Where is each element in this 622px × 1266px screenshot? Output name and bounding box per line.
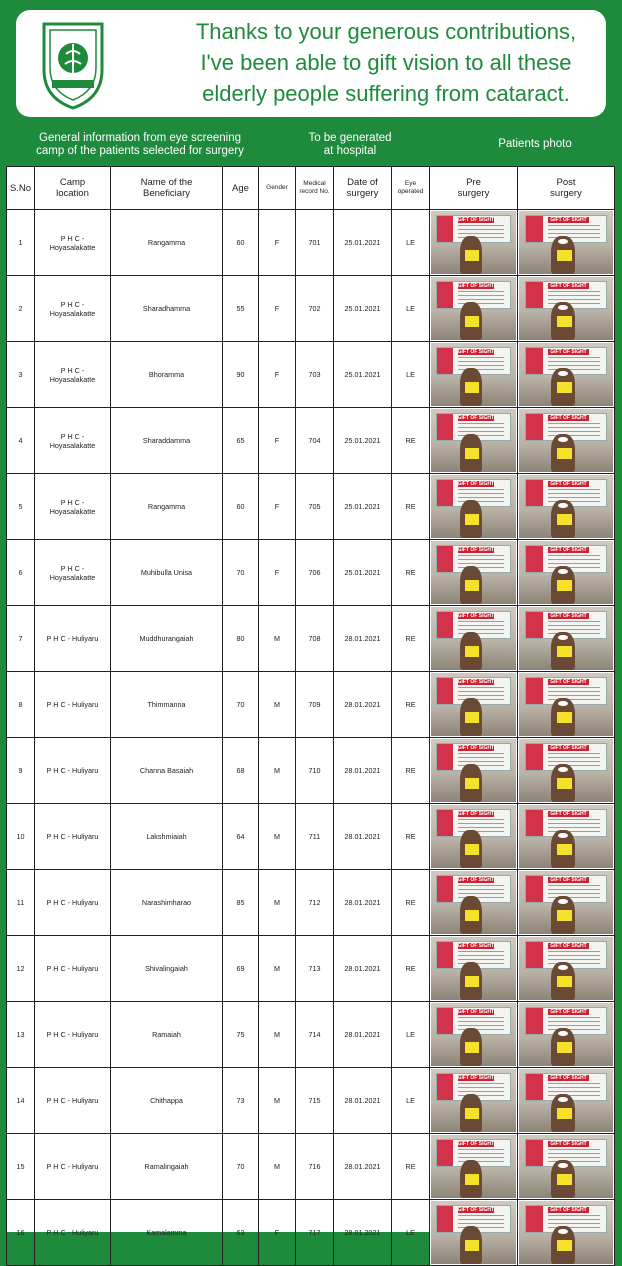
cell-eye-operated: LE	[392, 1002, 430, 1068]
cell-post-surgery-photo	[518, 1134, 615, 1200]
cell-age: 63	[223, 1200, 259, 1266]
cell-post-surgery-photo	[518, 870, 615, 936]
cell-age: 73	[223, 1068, 259, 1134]
cell-surgery-date: 28.01.2021	[334, 672, 392, 738]
cell-surgery-date: 25.01.2021	[334, 474, 392, 540]
cell-camp-location: P H C - Hoyasalakatte	[35, 540, 111, 606]
cell-pre-surgery-photo	[430, 540, 518, 606]
cell-sno: 15	[7, 1134, 35, 1200]
cell-age: 70	[223, 672, 259, 738]
cell-sno: 11	[7, 870, 35, 936]
cell-eye-operated: RE	[392, 804, 430, 870]
cell-eye-operated: RE	[392, 936, 430, 1002]
col-camp-location: Camp location	[35, 167, 111, 210]
post-surgery-photo: GIFT OF SIGHT	[519, 739, 613, 802]
cell-medical-record: 714	[296, 1002, 334, 1068]
pre-surgery-photo: GIFT OF SIGHT	[431, 541, 516, 604]
cell-age: 55	[223, 276, 259, 342]
cell-age: 70	[223, 1134, 259, 1200]
cell-gender: M	[259, 1068, 296, 1134]
col-eye-operated: Eye operated	[392, 167, 430, 210]
message-line-2: I've been able to gift vision to all these	[200, 50, 572, 75]
table-row	[7, 1134, 615, 1200]
cell-beneficiary-name: Ramalingaiah	[111, 1134, 223, 1200]
cell-surgery-date: 25.01.2021	[334, 408, 392, 474]
post-surgery-photo: GIFT OF SIGHT	[519, 475, 613, 538]
cell-post-surgery-photo	[518, 936, 615, 1002]
cell-surgery-date: 25.01.2021	[334, 276, 392, 342]
cell-medical-record: 710	[296, 738, 334, 804]
cell-medical-record: 709	[296, 672, 334, 738]
cell-age: 75	[223, 1002, 259, 1068]
post-surgery-photo: GIFT OF SIGHT	[519, 211, 613, 274]
pre-surgery-photo: GIFT OF SIGHT	[431, 871, 516, 934]
cell-gender: M	[259, 672, 296, 738]
table-row	[7, 870, 615, 936]
cell-medical-record: 715	[296, 1068, 334, 1134]
cell-medical-record: 705	[296, 474, 334, 540]
cell-sno: 8	[7, 672, 35, 738]
cell-eye-operated: RE	[392, 540, 430, 606]
cell-sno: 2	[7, 276, 35, 342]
table-row	[7, 738, 615, 804]
cell-gender: F	[259, 474, 296, 540]
cell-medical-record: 702	[296, 276, 334, 342]
cell-eye-operated: RE	[392, 474, 430, 540]
thank-you-message	[166, 16, 606, 109]
pre-surgery-photo: GIFT OF SIGHT	[431, 739, 516, 802]
col-surgery-date: Date of surgery	[334, 167, 392, 210]
cell-camp-location: P H C - Huliyaru	[35, 870, 111, 936]
cell-medical-record: 704	[296, 408, 334, 474]
cell-pre-surgery-photo	[430, 210, 518, 276]
table-row	[7, 1068, 615, 1134]
cell-age: 85	[223, 870, 259, 936]
cell-surgery-date: 28.01.2021	[334, 870, 392, 936]
cell-beneficiary-name: Channa Basaiah	[111, 738, 223, 804]
post-surgery-photo: GIFT OF SIGHT	[519, 805, 613, 868]
message-line-3: elderly people suffering from cataract.	[202, 81, 570, 106]
cell-medical-record: 713	[296, 936, 334, 1002]
cell-gender: M	[259, 738, 296, 804]
cell-post-surgery-photo	[518, 672, 615, 738]
cell-medical-record: 716	[296, 1134, 334, 1200]
cell-pre-surgery-photo	[430, 1200, 518, 1266]
col-gender: Gender	[259, 167, 296, 210]
col-beneficiary-name: Name of the Beneficiary	[111, 167, 223, 210]
col-sno: S.No	[7, 167, 35, 210]
cell-surgery-date: 28.01.2021	[334, 804, 392, 870]
cell-eye-operated: RE	[392, 408, 430, 474]
table-row	[7, 936, 615, 1002]
cell-beneficiary-name: Chithappa	[111, 1068, 223, 1134]
cell-camp-location: P H C - Huliyaru	[35, 804, 111, 870]
cell-post-surgery-photo	[518, 738, 615, 804]
cell-sno: 5	[7, 474, 35, 540]
cell-post-surgery-photo	[518, 1068, 615, 1134]
cell-age: 65	[223, 408, 259, 474]
cell-camp-location: P H C - Huliyaru	[35, 606, 111, 672]
table-header-row	[7, 167, 615, 210]
cell-pre-surgery-photo	[430, 276, 518, 342]
pre-surgery-photo: GIFT OF SIGHT	[431, 673, 516, 736]
table-row	[7, 408, 615, 474]
cell-medical-record: 708	[296, 606, 334, 672]
cell-post-surgery-photo	[518, 1002, 615, 1068]
pre-surgery-photo: GIFT OF SIGHT	[431, 211, 516, 274]
cell-sno: 10	[7, 804, 35, 870]
message-line-1: Thanks to your generous contributions,	[195, 19, 577, 44]
pre-surgery-photo: GIFT OF SIGHT	[431, 607, 516, 670]
cell-eye-operated: RE	[392, 606, 430, 672]
cell-gender: F	[259, 408, 296, 474]
cell-eye-operated: LE	[392, 1068, 430, 1134]
hospital-info-heading: To be generated at hospital	[308, 132, 392, 157]
cell-eye-operated: LE	[392, 276, 430, 342]
cell-eye-operated: LE	[392, 342, 430, 408]
post-surgery-photo: GIFT OF SIGHT	[519, 1069, 613, 1132]
cell-camp-location: P H C - Hoyasalakatte	[35, 474, 111, 540]
cell-beneficiary-name: Rangamma	[111, 210, 223, 276]
cell-surgery-date: 28.01.2021	[334, 1134, 392, 1200]
post-surgery-photo: GIFT OF SIGHT	[519, 937, 613, 1000]
cell-pre-surgery-photo	[430, 342, 518, 408]
table-row	[7, 804, 615, 870]
cell-camp-location: P H C - Huliyaru	[35, 1002, 111, 1068]
school-crest-logo	[38, 18, 108, 110]
col-post-surgery: Post surgery	[518, 167, 615, 210]
cell-post-surgery-photo	[518, 342, 615, 408]
cell-gender: F	[259, 342, 296, 408]
cell-surgery-date: 25.01.2021	[334, 342, 392, 408]
cell-beneficiary-name: Thimmanna	[111, 672, 223, 738]
cell-camp-location: P H C - Huliyaru	[35, 672, 111, 738]
cell-post-surgery-photo	[518, 474, 615, 540]
cell-camp-location: P H C - Hoyasalakatte	[35, 210, 111, 276]
cell-medical-record: 711	[296, 804, 334, 870]
cell-beneficiary-name: Shivalingaiah	[111, 936, 223, 1002]
cell-camp-location: P H C - Huliyaru	[35, 738, 111, 804]
cell-age: 60	[223, 210, 259, 276]
col-age: Age	[223, 167, 259, 210]
cell-eye-operated: RE	[392, 870, 430, 936]
cell-camp-location: P H C - Huliyaru	[35, 1200, 111, 1266]
patients-table	[6, 166, 615, 1266]
cell-eye-operated: LE	[392, 1200, 430, 1266]
post-surgery-photo: GIFT OF SIGHT	[519, 1003, 613, 1066]
cell-surgery-date: 28.01.2021	[334, 936, 392, 1002]
post-surgery-photo: GIFT OF SIGHT	[519, 1135, 613, 1198]
general-info-heading: General information from eye screening camp of the patients selected for surgery	[36, 132, 244, 157]
cell-pre-surgery-photo	[430, 1068, 518, 1134]
cell-beneficiary-name: Kamalamma	[111, 1200, 223, 1266]
cell-age: 64	[223, 804, 259, 870]
post-surgery-photo: GIFT OF SIGHT	[519, 541, 613, 604]
cell-camp-location: P H C - Hoyasalakatte	[35, 342, 111, 408]
cell-beneficiary-name: Sharadhamma	[111, 276, 223, 342]
cell-gender: M	[259, 804, 296, 870]
cell-beneficiary-name: Rangamma	[111, 474, 223, 540]
patients-table-wrap	[6, 166, 614, 1237]
cell-pre-surgery-photo	[430, 738, 518, 804]
pre-surgery-photo: GIFT OF SIGHT	[431, 1135, 516, 1198]
cell-pre-surgery-photo	[430, 870, 518, 936]
table-body	[7, 210, 615, 1266]
cell-pre-surgery-photo	[430, 936, 518, 1002]
post-surgery-photo: GIFT OF SIGHT	[519, 277, 613, 340]
cell-beneficiary-name: Narashimharao	[111, 870, 223, 936]
cell-gender: M	[259, 870, 296, 936]
cell-sno: 4	[7, 408, 35, 474]
post-surgery-photo: GIFT OF SIGHT	[519, 1201, 613, 1264]
pre-surgery-photo: GIFT OF SIGHT	[431, 937, 516, 1000]
pre-surgery-photo: GIFT OF SIGHT	[431, 277, 516, 340]
cell-age: 60	[223, 474, 259, 540]
cell-camp-location: P H C - Huliyaru	[35, 1134, 111, 1200]
cell-medical-record: 701	[296, 210, 334, 276]
table-row	[7, 342, 615, 408]
table-row	[7, 276, 615, 342]
cell-post-surgery-photo	[518, 276, 615, 342]
cell-age: 68	[223, 738, 259, 804]
cell-pre-surgery-photo	[430, 804, 518, 870]
table-row	[7, 474, 615, 540]
cell-camp-location: P H C - Hoyasalakatte	[35, 276, 111, 342]
post-surgery-photo: GIFT OF SIGHT	[519, 409, 613, 472]
pre-surgery-photo: GIFT OF SIGHT	[431, 1201, 516, 1264]
cell-surgery-date: 28.01.2021	[334, 1068, 392, 1134]
cell-sno: 7	[7, 606, 35, 672]
cell-sno: 6	[7, 540, 35, 606]
cell-sno: 1	[7, 210, 35, 276]
cell-age: 80	[223, 606, 259, 672]
cell-sno: 14	[7, 1068, 35, 1134]
cell-medical-record: 703	[296, 342, 334, 408]
cell-pre-surgery-photo	[430, 1002, 518, 1068]
cell-post-surgery-photo	[518, 408, 615, 474]
cell-surgery-date: 28.01.2021	[334, 606, 392, 672]
cell-gender: M	[259, 1002, 296, 1068]
cell-beneficiary-name: Muddhurangaiah	[111, 606, 223, 672]
cell-beneficiary-name: Bhoramma	[111, 342, 223, 408]
post-surgery-photo: GIFT OF SIGHT	[519, 343, 613, 406]
post-surgery-photo: GIFT OF SIGHT	[519, 673, 613, 736]
cell-gender: M	[259, 606, 296, 672]
cell-post-surgery-photo	[518, 1200, 615, 1266]
cell-camp-location: P H C - Huliyaru	[35, 1068, 111, 1134]
cell-age: 70	[223, 540, 259, 606]
cell-beneficiary-name: Lakshmiaiah	[111, 804, 223, 870]
header-card	[16, 10, 606, 117]
cell-pre-surgery-photo	[430, 606, 518, 672]
cell-pre-surgery-photo	[430, 474, 518, 540]
post-surgery-photo: GIFT OF SIGHT	[519, 607, 613, 670]
table-row	[7, 1002, 615, 1068]
col-pre-surgery: Pre surgery	[430, 167, 518, 210]
cell-beneficiary-name: Ramaiah	[111, 1002, 223, 1068]
cell-sno: 13	[7, 1002, 35, 1068]
table-row	[7, 1200, 615, 1266]
cell-pre-surgery-photo	[430, 672, 518, 738]
table-row	[7, 210, 615, 276]
cell-gender: F	[259, 210, 296, 276]
cell-camp-location: P H C - Huliyaru	[35, 936, 111, 1002]
cell-gender: F	[259, 540, 296, 606]
cell-gender: F	[259, 1200, 296, 1266]
cell-gender: M	[259, 936, 296, 1002]
patients-photo-heading: Patients photo	[498, 138, 572, 150]
cell-surgery-date: 28.01.2021	[334, 1002, 392, 1068]
cell-medical-record: 712	[296, 870, 334, 936]
pre-surgery-photo: GIFT OF SIGHT	[431, 805, 516, 868]
table-row	[7, 606, 615, 672]
cell-post-surgery-photo	[518, 606, 615, 672]
cell-surgery-date: 28.01.2021	[334, 1200, 392, 1266]
cell-sno: 12	[7, 936, 35, 1002]
cell-beneficiary-name: Sharaddamma	[111, 408, 223, 474]
cell-pre-surgery-photo	[430, 1134, 518, 1200]
pre-surgery-photo: GIFT OF SIGHT	[431, 1069, 516, 1132]
cell-eye-operated: RE	[392, 672, 430, 738]
cell-age: 90	[223, 342, 259, 408]
pre-surgery-photo: GIFT OF SIGHT	[431, 343, 516, 406]
cell-post-surgery-photo	[518, 540, 615, 606]
cell-camp-location: P H C - Hoyasalakatte	[35, 408, 111, 474]
table-row	[7, 540, 615, 606]
cell-sno: 16	[7, 1200, 35, 1266]
cell-medical-record: 717	[296, 1200, 334, 1266]
pre-surgery-photo: GIFT OF SIGHT	[431, 1003, 516, 1066]
cell-post-surgery-photo	[518, 804, 615, 870]
cell-surgery-date: 28.01.2021	[334, 738, 392, 804]
table-row	[7, 672, 615, 738]
post-surgery-photo: GIFT OF SIGHT	[519, 871, 613, 934]
pre-surgery-photo: GIFT OF SIGHT	[431, 475, 516, 538]
cell-sno: 9	[7, 738, 35, 804]
cell-age: 69	[223, 936, 259, 1002]
cell-medical-record: 706	[296, 540, 334, 606]
cell-eye-operated: RE	[392, 1134, 430, 1200]
col-medical-record: Medical record No.	[296, 167, 334, 210]
cell-gender: F	[259, 276, 296, 342]
cell-surgery-date: 25.01.2021	[334, 540, 392, 606]
cell-surgery-date: 25.01.2021	[334, 210, 392, 276]
pre-surgery-photo: GIFT OF SIGHT	[431, 409, 516, 472]
cell-eye-operated: LE	[392, 210, 430, 276]
cell-eye-operated: RE	[392, 738, 430, 804]
cell-sno: 3	[7, 342, 35, 408]
cell-pre-surgery-photo	[430, 408, 518, 474]
cell-gender: M	[259, 1134, 296, 1200]
cell-post-surgery-photo	[518, 210, 615, 276]
cell-beneficiary-name: Muhibulla Unisa	[111, 540, 223, 606]
